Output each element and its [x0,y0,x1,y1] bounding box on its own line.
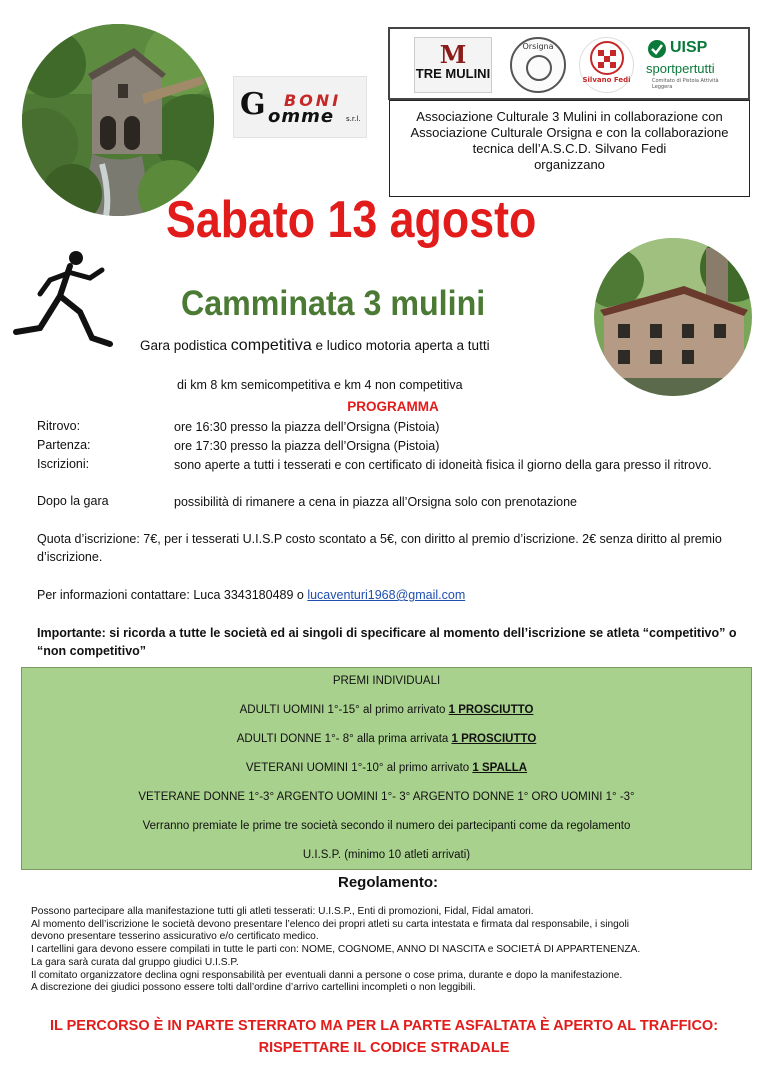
partner-logos-box [388,27,750,100]
prizes-title: PREMI INDIVIDUALI [332,675,441,687]
program-text-partenza: ore 17:30 presso la piazza dell’Orsigna (Pistoia) [174,439,440,453]
bear-icon [526,55,552,81]
association-box [389,100,750,197]
warning-line: RISPETTARE IL CODICE STRADALE [258,1040,510,1056]
prize-line: VETERANE DONNE 1°-3° ARGENTO UOMINI 1°- 3° ARGENTO DONNE 1° ORO UOMINI 1° -3° [138,791,635,803]
program-text-dopo-gara: possibilità di rimanere a cena in piazza all’Orsigna solo con prenotazione [174,495,578,509]
subtitle-part: Gara podistica [140,338,231,353]
association-line: organizzano [534,157,605,172]
traffic-warning [0,1015,768,1059]
runner-icon [10,246,120,356]
program-text-iscrizioni: sono aperte a tutti i tesserati e con certificato di idoneità fisica il giorno della gara presso il ritrovo. [174,458,712,472]
orsigna-logo: Orsigna [510,37,566,93]
contact-text: Per informazioni contattare: Luca 3343180489 o [37,588,308,602]
event-date-title: Sabato 13 agosto [166,191,537,249]
prize-text: ADULTI UOMINI 1°-15° al primo arrivato [239,704,449,716]
program-label-partenza: Partenza: [37,438,91,452]
distance-info: di km 8 km semicompetitiva e km 4 non competitiva [177,378,463,392]
rules-body [31,906,751,995]
prize-award: 1 PROSCIUTTO [451,733,537,745]
rules-title: Regolamento: [337,874,438,891]
uisp-mark-icon [646,39,668,59]
prize-line: Verranno premiate le prime tre società secondo il numero dei partecipanti come da regolamento [142,820,631,832]
rule-line: La gara sarà curata dal gruppo giudici U.I.S.P. [31,956,239,968]
rule-line: I cartellini gara devono essere compilati in tutte le parti con: NOME, COGNOME, ANNO DI NASCITA e SOCIETÁ DI APPARTENENZA. [31,944,641,956]
association-line: tecnica dell’A.S.C.D. Silvano Fedi [472,141,667,156]
village-photo [594,238,752,396]
prizes-box [21,667,752,870]
rule-line: devono presentare tesserino assicurativo e/o certificato medico. [31,931,319,943]
important-notice: Importante: si ricorda a tutte le società ed ai singoli di specificare al momento dell’iscrizione se atleta “competitivo” o “non competitivo” [37,626,737,658]
silvano-fedi-logo: Silvano Fedi [579,37,634,93]
association-line: Associazione Culturale 3 Mulini in collaborazione con [416,109,723,124]
association-line: Associazione Culturale Orsigna e con la collaborazione [410,125,729,140]
contact-email-link[interactable]: lucaventuri1968@gmail.com [307,588,466,602]
mill-photo [22,24,214,216]
prize-line [22,733,751,745]
uisp-logo: UISP sportpertutti Comitato di Pistoia Attività Leggera [642,37,730,93]
program-label-iscrizioni: Iscrizioni: [37,457,90,471]
program-label-dopo-gara: Dopo la gara [37,494,109,508]
tre-mulini-logo: M TRE MULINI [414,37,492,93]
prize-line: U.I.S.P. (minimo 10 atleti arrivati) [302,849,471,861]
subtitle-competitive: competitiva [230,337,312,354]
rule-line: Il comitato organizzatore declina ogni responsabilità per eventuali danni a persone o cose prima, durante e dopo la manifestazione. [31,969,623,981]
prize-award: 1 SPALLA [472,762,528,774]
runner-silhouette-icon [580,38,635,78]
rule-line: Al momento dell’iscrizione le società devono presentare l’elenco dei propri atleti su carta intestata e firmata dal responsabile, i singoli [31,918,629,930]
rule-line: Possono partecipare alla manifestazione tutti gli atleti tesserati: U.I.S.P., Enti di promozioni, Fidal, Fidal amatori. [31,906,534,917]
prize-line [22,762,751,774]
rule-line: A discrezione dei giudici possono essere tolti dall’ordine d’arrivo cartellini incompleti o non leggibili. [31,982,476,994]
event-title: Camminata 3 mulini [181,284,486,323]
event-subtitle [140,337,490,355]
prize-text: ADULTI DONNE 1°- 8° alla prima arrivata [236,733,452,745]
prize-award: 1 PROSCIUTTO [448,704,534,716]
contact-info [37,586,749,604]
program-heading: PROGRAMMA [347,399,439,414]
subtitle-part: e ludico motoria aperta a tutti [311,338,490,353]
warning-line: IL PERCORSO È IN PARTE STERRATO MA PER LA PARTE ASFALTATA È APERTO AL TRAFFICO: [49,1018,719,1034]
prize-line [22,704,751,716]
prize-text: VETERANI UOMINI 1°-10° al primo arrivato [245,762,473,774]
program-label-ritrovo: Ritrovo: [37,419,81,433]
boni-gomme-logo: G BONI omme s.r.l. [233,76,367,138]
registration-fee: Quota d’iscrizione: 7€, per i tesserati U.I.S.P costo scontato a 5€, con diritto al premio d’iscrizione. 2€ senza diritto al premio d’iscrizione. [37,532,722,564]
program-text-ritrovo: ore 16:30 presso la piazza dell’Orsigna (Pistoia) [174,420,440,434]
